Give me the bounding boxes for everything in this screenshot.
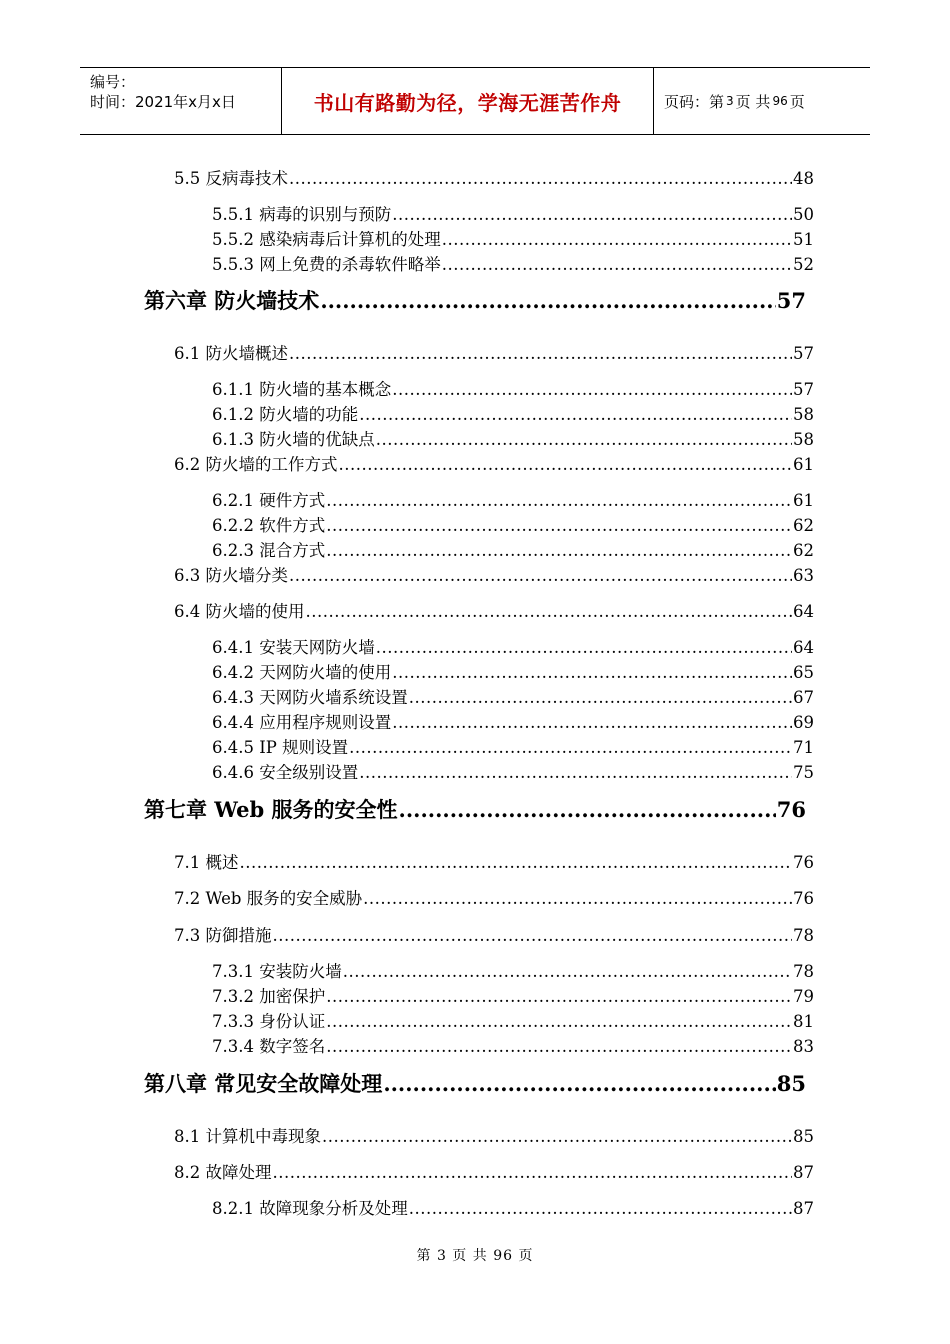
toc-entry-page: 76: [793, 853, 814, 872]
toc-entry-page: 62: [793, 516, 814, 535]
page-footer: 第 3 页 共 96 页: [416, 1248, 534, 1264]
toc-chapter-entry[interactable]: [144, 287, 806, 315]
toc-entry-title: 7.3.1 安装防火墙: [212, 962, 342, 981]
toc-entry[interactable]: [212, 662, 814, 684]
toc-leader-dots: [320, 287, 775, 315]
toc-entry-page: 62: [793, 541, 814, 560]
toc-entry-title: 6.4.6 安全级别设置: [212, 763, 359, 782]
toc-entry-page: 87: [793, 1163, 814, 1182]
toc-leader-dots: [240, 852, 793, 874]
toc-leader-dots: [289, 168, 792, 190]
toc-entry-page: 58: [793, 405, 814, 424]
toc-entry-page: 76: [776, 797, 806, 822]
toc-entry-title: 6.2.3 混合方式: [212, 541, 326, 560]
toc-entry-title: 8.1 计算机中毒现象: [174, 1127, 321, 1146]
toc-leader-dots: [399, 796, 776, 824]
toc-entry-title: 第八章 常见安全故障处理: [144, 1071, 383, 1096]
header-page-number: [654, 68, 870, 134]
toc-entry[interactable]: [212, 961, 814, 983]
time-label: 时间：2021年x月x日: [90, 93, 236, 111]
toc-entry-title: 6.2 防火墙的工作方式: [174, 455, 338, 474]
toc-leader-dots: [359, 404, 792, 426]
toc-entry[interactable]: [212, 229, 814, 251]
toc-entry-page: 85: [776, 1071, 806, 1096]
toc-entry-title: 6.4.3 天网防火墙系统设置: [212, 688, 408, 707]
toc-entry-page: 79: [793, 987, 814, 1006]
page-current: 3: [726, 94, 734, 108]
toc-leader-dots: [273, 925, 793, 947]
toc-entry[interactable]: [174, 852, 814, 874]
toc-leader-dots: [349, 737, 792, 759]
toc-entry-page: 51: [793, 230, 814, 249]
toc-entry[interactable]: [212, 637, 814, 659]
serial-label: 编号：: [90, 73, 136, 91]
toc-entry[interactable]: [212, 379, 814, 401]
toc-entry-title: 7.3 防御措施: [174, 926, 272, 945]
toc-entry-page: 83: [793, 1037, 814, 1056]
toc-entry-page: 71: [793, 738, 814, 757]
toc-entry-page: 85: [793, 1127, 814, 1146]
toc-leader-dots: [326, 515, 792, 537]
toc-leader-dots: [409, 687, 792, 709]
toc-leader-dots: [363, 888, 792, 910]
toc-entry[interactable]: [212, 1036, 814, 1058]
toc-entry-title: 6.1.2 防火墙的功能: [212, 405, 359, 424]
toc-leader-dots: [442, 254, 792, 276]
page-prefix: 页码：第: [664, 92, 725, 111]
toc-leader-dots: [392, 662, 792, 684]
toc-leader-dots: [326, 540, 792, 562]
toc-entry[interactable]: [212, 540, 814, 562]
toc-leader-dots: [376, 429, 792, 451]
toc-entry-page: 69: [793, 713, 814, 732]
toc-entry[interactable]: [174, 925, 814, 947]
toc-entry-page: 78: [793, 926, 814, 945]
toc-entry[interactable]: [212, 1198, 814, 1220]
toc-entry-title: 6.2.1 硬件方式: [212, 491, 326, 510]
toc-leader-dots: [289, 343, 792, 365]
toc-entry[interactable]: [174, 168, 814, 190]
toc-entry-page: 63: [793, 566, 814, 585]
toc-leader-dots: [326, 986, 792, 1008]
toc-entry-page: 64: [793, 602, 814, 621]
toc-entry-page: 64: [793, 638, 814, 657]
toc-entry-title: 5.5.2 感染病毒后计算机的处理: [212, 230, 441, 249]
toc-entry-page: 67: [793, 688, 814, 707]
toc-leader-dots: [322, 1126, 792, 1148]
toc-entry[interactable]: [212, 687, 814, 709]
toc-leader-dots: [442, 229, 792, 251]
toc-leader-dots: [392, 712, 792, 734]
toc-entry-title: 7.3.3 身份认证: [212, 1012, 326, 1031]
toc-chapter-entry[interactable]: [144, 1070, 806, 1098]
toc-entry-page: 50: [793, 205, 814, 224]
toc-entry[interactable]: [212, 404, 814, 426]
header-motto: 书山有路勤为径，学海无涯苦作舟: [282, 68, 654, 134]
toc-entry-title: 6.4.1 安装天网防火墙: [212, 638, 375, 657]
toc-entry-page: 65: [793, 663, 814, 682]
page-suffix: 页: [789, 92, 805, 111]
toc-entry-title: 6.1.3 防火墙的优缺点: [212, 430, 375, 449]
toc-entry-page: 52: [793, 255, 814, 274]
toc-entry[interactable]: [174, 1126, 814, 1148]
toc-entry[interactable]: [212, 712, 814, 734]
toc-leader-dots: [326, 1011, 792, 1033]
toc-entry-title: 6.3 防火墙分类: [174, 566, 288, 585]
toc-leader-dots: [392, 379, 792, 401]
toc-entry-page: 75: [793, 763, 814, 782]
toc-entry-page: 58: [793, 430, 814, 449]
toc-entry-title: 7.2 Web 服务的安全威胁: [174, 889, 363, 908]
toc-entry-title: 7.3.2 加密保护: [212, 987, 326, 1006]
toc-entry-title: 6.1.1 防火墙的基本概念: [212, 380, 392, 399]
toc-entry[interactable]: [212, 429, 814, 451]
toc-entry-title: 5.5.3 网上免费的杀毒软件略举: [212, 255, 441, 274]
toc-entry[interactable]: [174, 454, 814, 476]
toc-entry-page: 57: [793, 380, 814, 399]
toc-entry[interactable]: [174, 888, 814, 910]
toc-entry[interactable]: [212, 1011, 814, 1033]
toc-entry-page: 61: [793, 455, 814, 474]
toc-entry-title: 7.3.4 数字签名: [212, 1037, 326, 1056]
toc-entry-title: 5.5.1 病毒的识别与预防: [212, 205, 392, 224]
toc-entry-page: 78: [793, 962, 814, 981]
toc-entry-page: 81: [793, 1012, 814, 1031]
toc-entry-title: 6.1 防火墙概述: [174, 344, 288, 363]
toc-entry-page: 57: [776, 288, 806, 313]
toc-entry[interactable]: [212, 490, 814, 512]
toc-leader-dots: [409, 1198, 792, 1220]
toc-entry-title: 8.2 故障处理: [174, 1163, 272, 1182]
toc-leader-dots: [289, 565, 792, 587]
toc-entry-title: 6.4.4 应用程序规则设置: [212, 713, 392, 732]
page-total: 96: [772, 94, 788, 108]
toc-chapter-entry[interactable]: [144, 796, 806, 824]
toc-leader-dots: [383, 1070, 775, 1098]
toc-leader-dots: [376, 637, 792, 659]
page-mid: 页 共: [735, 92, 771, 111]
toc-leader-dots: [306, 601, 793, 623]
toc-entry-title: 6.4 防火墙的使用: [174, 602, 305, 621]
toc-entry-page: 48: [793, 169, 814, 188]
toc-entry-title: 8.2.1 故障现象分析及处理: [212, 1199, 408, 1218]
toc-leader-dots: [339, 454, 793, 476]
toc-entry[interactable]: [174, 565, 814, 587]
toc-entry-title: 第七章 Web 服务的安全性: [144, 797, 398, 822]
toc-entry[interactable]: [212, 737, 814, 759]
toc-entry-page: 57: [793, 344, 814, 363]
toc-entry[interactable]: [212, 762, 814, 784]
toc-entry-title: 6.4.5 IP 规则设置: [212, 738, 349, 757]
toc-entry-page: 76: [793, 889, 814, 908]
toc-entry-title: 6.4.2 天网防火墙的使用: [212, 663, 392, 682]
toc-entry[interactable]: [174, 343, 814, 365]
toc-entry-page: 61: [793, 491, 814, 510]
header-meta: [80, 68, 282, 134]
toc-entry[interactable]: [212, 986, 814, 1008]
toc-entry[interactable]: [212, 515, 814, 537]
toc-leader-dots: [392, 204, 792, 226]
page-header: [80, 67, 870, 135]
toc-entry[interactable]: [174, 601, 814, 623]
toc-leader-dots: [359, 762, 792, 784]
toc-entry[interactable]: [174, 1162, 814, 1184]
toc-entry-title: 5.5 反病毒技术: [174, 169, 288, 188]
toc-entry-page: 87: [793, 1199, 814, 1218]
toc-entry[interactable]: [212, 204, 814, 226]
toc-entry[interactable]: [212, 254, 814, 276]
toc-entry-title: 6.2.2 软件方式: [212, 516, 326, 535]
toc-leader-dots: [343, 961, 792, 983]
toc-entry-title: 第六章 防火墙技术: [144, 288, 320, 313]
toc-entry-title: 7.1 概述: [174, 853, 239, 872]
toc-leader-dots: [273, 1162, 793, 1184]
toc-leader-dots: [326, 1036, 792, 1058]
toc-leader-dots: [326, 490, 792, 512]
